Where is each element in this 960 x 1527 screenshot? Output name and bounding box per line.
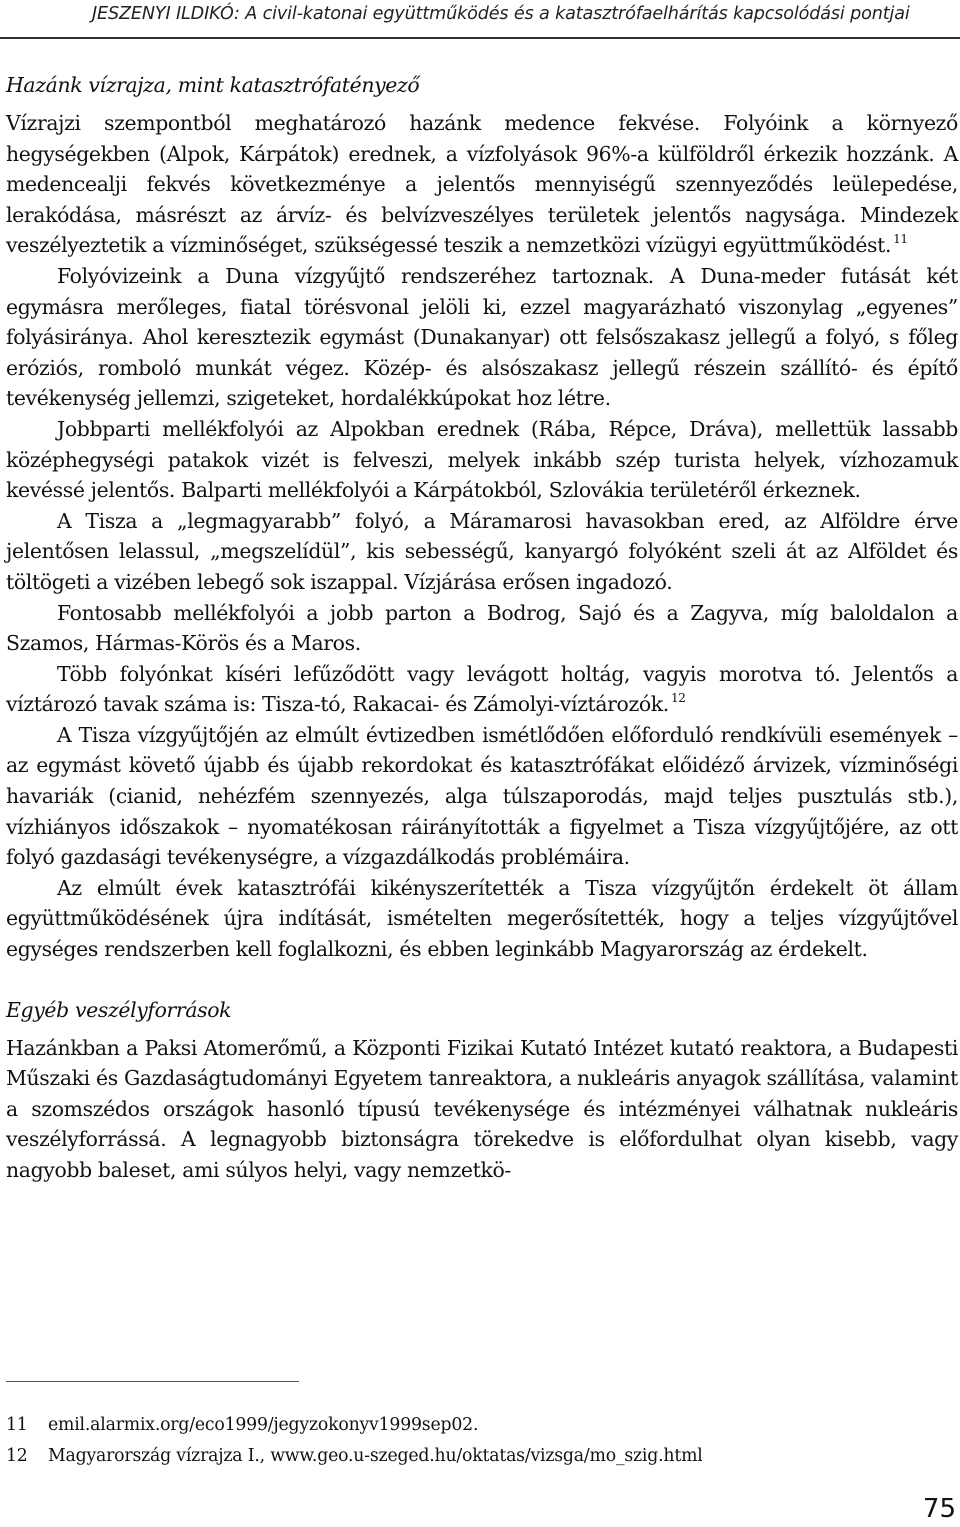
paragraph-text: Vízrajzi szempontból meghatározó hazánk medence fekvése. Folyóink a környező hegységekben (Alpok, Kárpátok) erednek, a vízfolyások 96%-a külföldről érkezik hozzánk. A medencealji fekvés következménye a jelentős mennyiségű szennyeződés leülepedése, lerakódása, másrészt az árvíz- és belvízveszélyes területek jelentős nagysága. Mindezek veszélyeztetik a vízminőséget, szükségessé teszik a nemzetközi vízügyi együttműködést.: [6, 111, 958, 258]
section-heading-water: Hazánk vízrajza, mint katasztrófatényező: [6, 73, 420, 97]
paragraph: Hazánkban a Paksi Atomerőmű, a Központi Fizikai Kutató Intézet kutató reaktora, a Budapesti Műszaki és Gazdaságtudományi Egyetem tanreaktora, a nukleáris anyagok szállítása, valamint a szomszédos országok hasonló típusú tevékenysége és intézményei válhatnak nukleáris veszélyforrássá. A legnagyobb biztonságra törekedve is előfordulhat olyan kisebb, vagy nagyobb baleset, ami súlyos helyi, vagy nemzetkö-: [6, 1035, 958, 1182]
paragraph: A Tisza a „legmagyarabb” folyó, a Máramarosi havasokban ered, az Alföldre érve jelentősen lelassul, „megszelídül”, kis sebességű, kanyargó folyóként szeli át az Alföldet és töltögeti a vizében lebegő sok iszappal. Vízjárása erősen ingadozó.: [6, 508, 958, 594]
page-body: [6, 54, 958, 1186]
header-rule: [0, 37, 960, 39]
paragraph: [6, 659, 958, 720]
footnote-12: [6, 1441, 906, 1472]
running-header: JESZENYI ILDIKÓ: A civil-katonai együttműködés és a katasztrófaelhárítás kapcsolódási pontjai: [92, 4, 910, 24]
paragraph: A Tisza vízgyűjtőjén az elmúlt évtizedben ismétlődően előforduló rendkívüli események – az egymást követő újabb és újabb rekordokat és katasztrófákat előidéző árvizek, vízminőségi havariák (cianid, nehézfém szennyezés, alga túlszaporodás, majd teljes pusztulás stb.), vízhiányos időszakok – nyomatékosan ráirányították a figyelmet a Tisza vízgyűjtőjére, az ott folyó gazdasági tevékenységre, a vízgazdálkodás problémáira.: [6, 722, 958, 870]
paragraph: Az elmúlt évek katasztrófái kikényszerítették a Tisza vízgyűjtőn érdekelt öt állam együttműködésének újra indítását, ismételten megerősítették, hogy a teljes vízgyűjtővel egységes rendszerben kell foglalkozni, és ebben leginkább Magyarország az érdekelt.: [6, 875, 958, 962]
paragraph: Fontosabb mellékfolyói a jobb parton a Bodrog, Sajó és a Zagyva, míg baloldalon a Szamos, Hármas-Körös és a Maros.: [6, 600, 958, 656]
paragraph: [6, 108, 958, 261]
page-number: 75: [922, 1494, 956, 1524]
footnotes: [6, 1410, 906, 1472]
footnote-text: Magyarország vízrajza I., www.geo.u-szeged.hu/oktatas/vizsga/mo_szig.html: [48, 1446, 703, 1466]
footnote-rule: [6, 1381, 299, 1382]
footnote-text: emil.alarmix.org/eco1999/jegyzokonyv1999sep02.: [48, 1415, 479, 1435]
paragraph-text: Több folyónkat kíséri lefűződött vagy levágott holtág, vagyis morotva tó. Jelentős a víztározó tavak száma is: Tisza-tó, Rakacai- és Zámolyi-víztározók.: [6, 661, 958, 717]
section-heading-other-hazards: Egyéb veszélyforrások: [6, 997, 232, 1022]
footnote-ref-12[interactable]: 12: [670, 691, 686, 706]
paragraph: Jobbparti mellékfolyói az Alpokban erednek (Rába, Répce, Dráva), mellettük lassabb középhegységi patakok vizét is felveszi, melyek inkább szép turista helyek, vízhozamuk kevéssé jelentős. Balparti mellékfolyói a Kárpátokból, Szlovákia területéről érkeznek.: [6, 416, 958, 503]
footnote-number: 12: [6, 1446, 28, 1466]
footnote-number: 11: [6, 1415, 28, 1435]
footnote-ref-11[interactable]: 11: [893, 232, 908, 247]
footnote-11: [6, 1410, 906, 1441]
paragraph: Folyóvizeink a Duna vízgyűjtő rendszeréhez tartoznak. A Duna-meder futását két egymásra merőleges, fiatal törésvonal jelöli ki, ezzel magyarázható viszonylag „egyenes” folyásiránya. Ahol keresztezik egymást (Dunakanyar) ott felsőszakasz jellegű a folyó, s főleg eróziós, romboló munkát végez. Közép- és alsószakasz jellegű részein szállító- és építő tevékenység jellemzi, szigeteket, hordalékkúpokat hoz létre.: [6, 263, 958, 411]
